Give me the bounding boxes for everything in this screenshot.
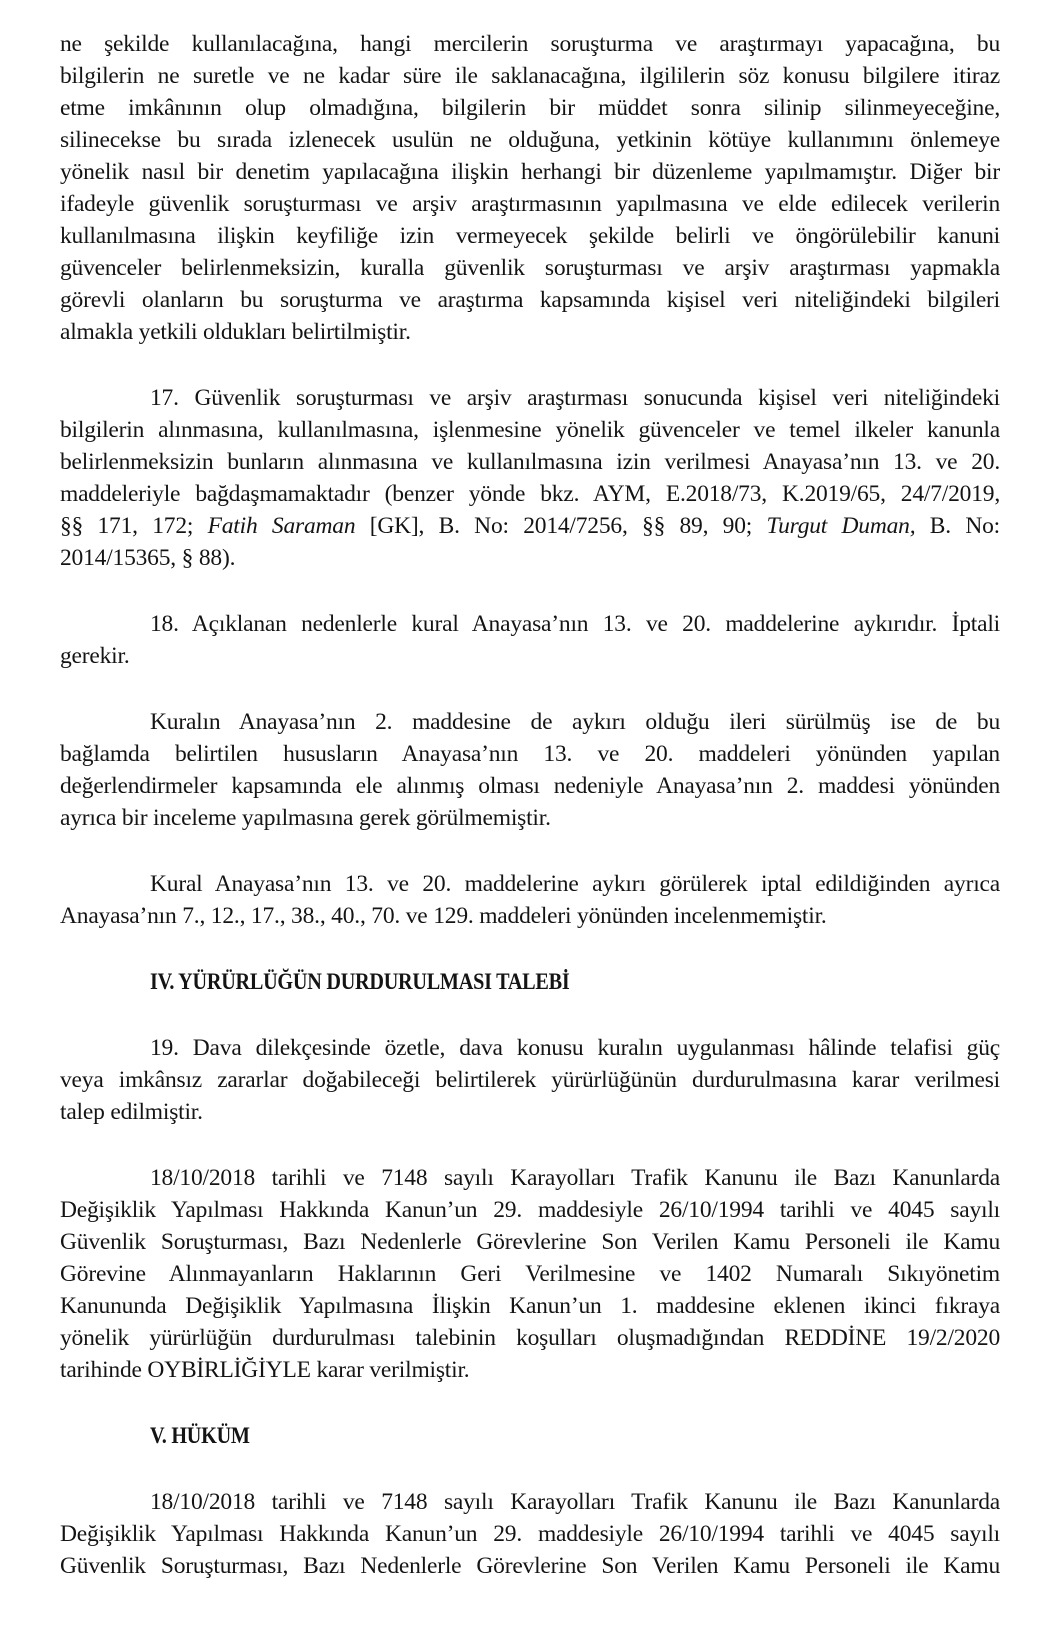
text-line: silinecekse bu sırada izlenecek usulün ne olduğuna, yetkinin kötüye kullanımını önlemeye (60, 127, 1000, 153)
case-name-fatih-saraman: Fatih Saraman (207, 513, 356, 539)
text-line: 19. Dava dilekçesinde özetle, dava konusu kuralın uygulanması hâlinde telafisi güç (150, 1035, 1000, 1061)
citation-text: §§ 171, 172; (60, 513, 208, 539)
text-line: talep edilmiştir. (60, 1099, 203, 1125)
text-line: bağlamda belirtilen hususların Anayasa’nın 13. ve 20. maddeleri yönünden yapılan (60, 741, 1000, 767)
text-line: Görevine Alınmayanların Haklarının Geri Verilmesine ve 1402 Numaralı Sıkıyönetim (60, 1261, 1000, 1287)
text-line: veya imkânsız zararlar doğabileceği belirtilerek yürürlüğünün durdurulmasına karar verilmesi (60, 1067, 1000, 1093)
text-line: Değişiklik Yapılması Hakkında Kanun’un 29. maddesiyle 26/10/1994 tarihli ve 4045 sayılı (60, 1197, 1000, 1223)
text-line: Güvenlik Soruşturması, Bazı Nedenlerle Görevlerine Son Verilen Kamu Personeli ile Kamu (60, 1553, 1000, 1579)
text-line: Güvenlik Soruşturması, Bazı Nedenlerle Görevlerine Son Verilen Kamu Personeli ile Kamu (60, 1229, 1000, 1255)
text-line: belirlenmeksizin bunların alınmasına ve kullanılmasına izin verilmesi Anayasa’nın 13. ve 20. (60, 449, 1000, 475)
text-line: almakla yetkili oldukları belirtilmiştir. (60, 319, 411, 345)
text-line: 17. Güvenlik soruşturması ve arşiv araştırması sonucunda kişisel veri niteliğindeki (150, 385, 1000, 411)
text-line: bilgilerin alınmasına, kullanılmasına, işlenmesine yönelik güvenceler ve temel ilkeler kanunla (60, 417, 1000, 443)
text-line: Kuralın Anayasa’nın 2. maddesine de aykırı olduğu ileri sürülmüş ise de bu (150, 709, 1000, 735)
text-line: etme imkânının olup olmadığına, bilgilerin bir müddet sonra silinip silinmeyeceğine, (60, 95, 1000, 121)
case-name-turgut-duman: Turgut Duman, (766, 513, 916, 539)
text-line: ayrıca bir inceleme yapılmasına gerek görülmemiştir. (60, 805, 551, 831)
text-line: güvenceler belirlenmeksizin, kuralla güvenlik soruşturması ve arşiv araştırması yapmakla (60, 255, 1000, 281)
text-line: gerekir. (60, 643, 130, 669)
text-line: 18. Açıklanan nedenlerle kural Anayasa’nın 13. ve 20. maddelerine aykırıdır. İptali (150, 611, 1000, 637)
citation-text: [GK], B. No: 2014/7256, §§ 89, 90; (355, 513, 767, 539)
text-line: ifadeyle güvenlik soruşturması ve arşiv araştırmasının yapılmasına ve elde edilecek verilerin (60, 191, 1000, 217)
text-line: ne şekilde kullanılacağına, hangi mercilerin soruşturma ve araştırmayı yapacağına, bu (60, 31, 1000, 57)
text-line (60, 510, 1000, 542)
text-line: Kanununda Değişiklik Yapılmasına İlişkin Kanun’un 1. maddesine eklenen ikinci fıkraya (60, 1293, 1000, 1319)
text-line: bilgilerin ne suretle ve ne kadar süre ile saklanacağına, ilgililerin söz konusu bilgilere itiraz (60, 63, 1000, 89)
section-heading-v: V. HÜKÜM (150, 1423, 250, 1449)
text-line: 18/10/2018 tarihli ve 7148 sayılı Karayolları Trafik Kanunu ile Bazı Kanunlarda (150, 1489, 1000, 1515)
text-line: Kural Anayasa’nın 13. ve 20. maddelerine aykırı görülerek iptal edildiğinden ayrıca (150, 871, 1000, 897)
text-line: 18/10/2018 tarihli ve 7148 sayılı Karayolları Trafik Kanunu ile Bazı Kanunlarda (150, 1165, 1000, 1191)
text-line: değerlendirmeler kapsamında ele alınmış olması nedeniyle Anayasa’nın 2. maddesi yönünden (60, 773, 1000, 799)
text-line: Anayasa’nın 7., 12., 17., 38., 40., 70. ve 129. maddeleri yönünden incelenmemiştir. (60, 903, 827, 929)
section-heading-iv: IV. YÜRÜRLÜĞÜN DURDURULMASI TALEBİ (150, 969, 570, 995)
text-line: görevli olanların bu soruşturma ve araştırma kapsamında kişisel veri niteliğindeki bilgileri (60, 287, 1000, 313)
text-line: kullanılmasına ilişkin keyfiliğe izin vermeyecek şekilde belirli ve öngörülebilir kanuni (60, 223, 1000, 249)
text-line: yönelik yürürlüğün durdurulması talebinin koşulları oluşmadığından REDDİNE 19/2/2020 (60, 1325, 1000, 1351)
text-line: 2014/15365, § 88). (60, 545, 236, 571)
text-line: yönelik nasıl bir denetim yapılacağına ilişkin herhangi bir düzenleme yapılmamıştır. Diğer bir (60, 159, 1000, 185)
text-line: Değişiklik Yapılması Hakkında Kanun’un 29. maddesiyle 26/10/1994 tarihli ve 4045 sayılı (60, 1521, 1000, 1547)
text-line: tarihinde OYBİRLİĞİYLE karar verilmiştir. (60, 1357, 470, 1383)
citation-text: B. No: (915, 513, 1000, 539)
text-line: maddeleriyle bağdaşmamaktadır (benzer yönde bkz. AYM, E.2018/73, K.2019/65, 24/7/2019, (60, 481, 1000, 507)
